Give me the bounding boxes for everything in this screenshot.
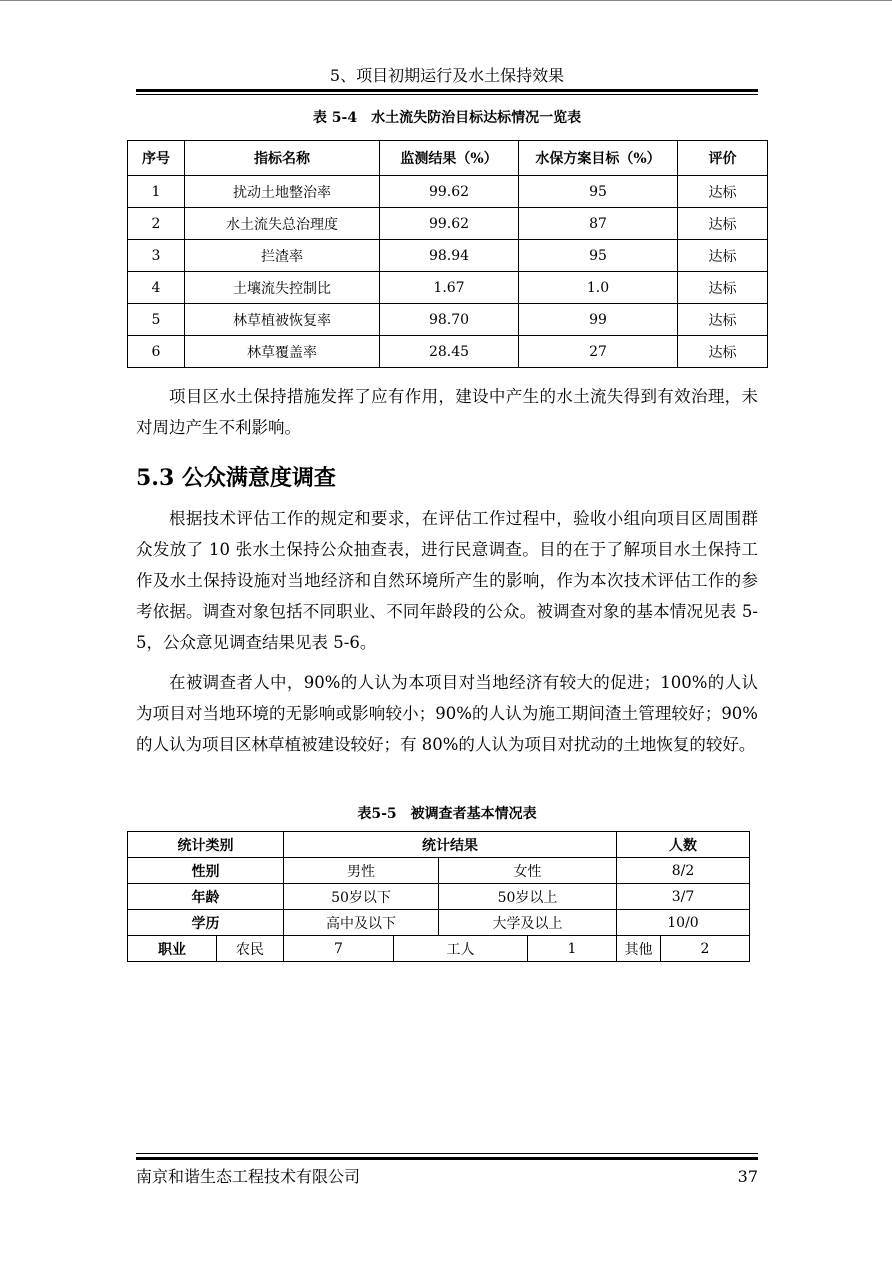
header-rule-thin <box>136 94 758 95</box>
table-cell: 2 <box>128 208 185 240</box>
column-header: 统计结果 <box>284 832 617 858</box>
table-cell: 达标 <box>678 304 768 336</box>
table-cell: 1 <box>528 936 617 962</box>
table-cell: 2 <box>661 936 750 962</box>
footer-company: 南京和谐生态工程技术有限公司 <box>136 1167 361 1186</box>
table-cell: 98.94 <box>380 240 519 272</box>
table-cell: 水土流失总治理度 <box>185 208 380 240</box>
table-cell: 男性 <box>284 858 439 884</box>
table-5-4-caption: 表 5-4 水土流失防治目标达标情况一览表 <box>312 110 582 126</box>
section-heading-5-3: 5.3 公众满意度调查 <box>136 465 336 491</box>
table-cell: 1.67 <box>380 272 519 304</box>
column-header: 人数 <box>617 832 750 858</box>
paragraph-survey-results: 在被调查者人中，90%的人认为本项目对当地经济有较大的促进；100%的人认为项目对当地环境的无影响或影响较小；90%的人认为施工期间渣土管理较好；90%的人认为项目区林草植被建设较好；有 80%的人认为项目对扰动的土地恢复的较好。 <box>136 673 758 754</box>
table-row <box>128 240 768 272</box>
table-cell: 高中及以下 <box>284 910 439 936</box>
column-header: 水保方案目标（%） <box>519 141 678 176</box>
row-label-age: 年龄 <box>128 884 284 910</box>
column-header: 监测结果（%） <box>380 141 519 176</box>
table-header-row <box>128 832 750 858</box>
table-cell: 4 <box>128 272 185 304</box>
table-cell: 99 <box>519 304 678 336</box>
table-cell: 达标 <box>678 240 768 272</box>
table-cell: 5 <box>128 304 185 336</box>
table-row <box>128 176 768 208</box>
table-cell: 27 <box>519 336 678 368</box>
table-cell: 工人 <box>394 936 528 962</box>
table-cell: 28.45 <box>380 336 519 368</box>
column-header: 指标名称 <box>185 141 380 176</box>
table-cell: 95 <box>519 240 678 272</box>
paragraph-survey-intro: 根据技术评估工作的规定和要求，在评估工作过程中，验收小组向项目区周围群众发放了 10 张水土保持公众抽查表，进行民意调查。目的在于了解项目水土保持工作及水土保持设施对当地经济和自然环境所产生的影响，作为本次技术评估工作的参考依据。调查对象包括不同职业、不同年龄段的公众。被调查对象的基本情况见表 5-5，公众意见调查结果见表 5-6。 <box>136 509 758 652</box>
table-row <box>128 936 750 962</box>
table-cell: 10/0 <box>617 910 750 936</box>
table-cell: 95 <box>519 176 678 208</box>
table-header-row <box>128 141 768 176</box>
table-cell: 拦渣率 <box>185 240 380 272</box>
footer-rule-thick <box>136 1157 758 1160</box>
table-cell: 大学及以上 <box>439 910 617 936</box>
table-5-4 <box>127 140 768 368</box>
table-cell: 达标 <box>678 176 768 208</box>
row-label-education: 学历 <box>128 910 284 936</box>
table-cell: 99.62 <box>380 208 519 240</box>
table-cell: 50岁以下 <box>284 884 439 910</box>
table-row <box>128 304 768 336</box>
table-cell: 土壤流失控制比 <box>185 272 380 304</box>
table-cell: 6 <box>128 336 185 368</box>
table-row <box>128 910 750 936</box>
table-cell: 林草覆盖率 <box>185 336 380 368</box>
table-cell: 7 <box>284 936 394 962</box>
page-number: 37 <box>737 1167 758 1186</box>
header-rule-thick <box>136 89 758 92</box>
table-cell: 扰动土地整治率 <box>185 176 380 208</box>
table-cell: 其他 <box>617 936 661 962</box>
table-row <box>128 272 768 304</box>
table-cell: 1.0 <box>519 272 678 304</box>
table-cell: 1 <box>128 176 185 208</box>
table-cell: 达标 <box>678 208 768 240</box>
column-header: 序号 <box>128 141 185 176</box>
table-row <box>128 858 750 884</box>
paragraph-effect-summary: 项目区水土保持措施发挥了应有作用，建设中产生的水土流失得到有效治理，未对周边产生不利影响。 <box>136 387 758 437</box>
table-cell: 3 <box>128 240 185 272</box>
column-header: 评价 <box>678 141 768 176</box>
table-cell: 87 <box>519 208 678 240</box>
table-row <box>128 884 750 910</box>
table-cell: 99.62 <box>380 176 519 208</box>
table-cell: 98.70 <box>380 304 519 336</box>
table-cell: 3/7 <box>617 884 750 910</box>
footer-rule-thin <box>136 1153 758 1154</box>
page-top-border <box>0 0 892 1</box>
running-header: 5、项目初期运行及水土保持效果 <box>329 66 565 85</box>
row-label-occupation: 职业 <box>128 936 217 962</box>
table-cell: 达标 <box>678 336 768 368</box>
column-header: 统计类别 <box>128 832 284 858</box>
table-cell: 林草植被恢复率 <box>185 304 380 336</box>
table-cell: 农民 <box>217 936 284 962</box>
table-cell: 8/2 <box>617 858 750 884</box>
table-cell: 女性 <box>439 858 617 884</box>
table-5-5 <box>127 831 750 962</box>
row-label-gender: 性别 <box>128 858 284 884</box>
table-row <box>128 208 768 240</box>
table-cell: 达标 <box>678 272 768 304</box>
table-row <box>128 336 768 368</box>
table-5-5-caption: 表5-5 被调查者基本情况表 <box>357 806 537 822</box>
table-cell: 50岁以上 <box>439 884 617 910</box>
